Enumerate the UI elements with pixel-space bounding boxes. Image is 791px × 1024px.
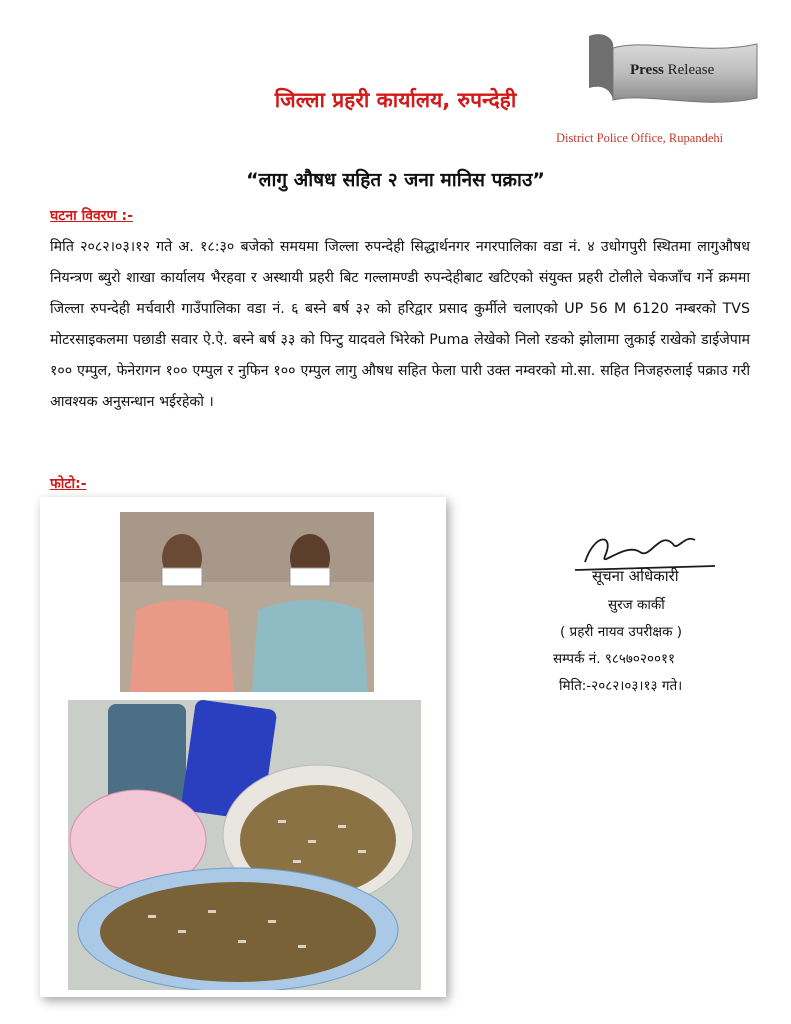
photo-label: फोटो:- (50, 476, 87, 492)
press-release-badge (630, 62, 714, 79)
arrested-persons-photo (120, 512, 374, 692)
signatory-title: सूचना अधिकारी (592, 567, 679, 585)
office-title-nepali: जिल्ला प्रहरी कार्यालय, रुपन्देही (274, 88, 517, 112)
release-word: Release (663, 62, 715, 78)
incident-text: मिति २०८२।०३।१२ गते अ. १८:३० बजेको समयमा जिल्ला रुपन्देही सिद्धार्थनगर नगरपालिका वडा नं. ४ उधोगपुरी स्थितमा लागुऔषध नियन्त्रण ब्युरो शाखा कार्यालय भैरहवा र अस्थायी प्रहरी बिट गल्लामण्डी रुपन्देहीबाट खटिएको संयुक्त प्रहरी टोलीले चेकजाँच गर्ने क्रममा जिल्ला रुपन्देही मर्चवारी गाउँपालिका वडा नं. ६ बस्ने बर्ष ३२ को हरिद्वार प्रसाद कुर्मीले चलाएको UP 56 M 6120 नम्बरको TVS मोटरसाइकलमा पछाडी सवार ऐ.ऐ. बस्ने बर्ष ३३ को पिन्टु यादवले भिरेको Puma लेखेको निलो रङको झोलामा लुकाई राखेको डाईजेपाम १०० एम्पुल, फेनेरागन १०० एम्पुल र नुफिन १०० एम्पुल लागु औषध सहित फेला पारी उक्त नम्वरको मो.सा. सहित निजहरुलाई पक्राउ गरी आवश्यक अनुसन्धान भईरहेको । (50, 239, 750, 410)
office-title-english: District Police Office, Rupandehi (556, 131, 724, 145)
incident-label: घटना विवरण :- (50, 208, 133, 224)
seized-items-photo (68, 700, 421, 990)
press-word: Press (630, 62, 664, 78)
contact-number: सम्पर्क नं. ९८५७०२००११ (553, 651, 676, 667)
release-date: मिति:-२०८२।०३।१३ गते। (559, 678, 683, 694)
signatory-name: सुरज कार्की (608, 597, 665, 613)
signatory-rank: ( प्रहरी नायव उपरीक्षक ) (560, 624, 683, 640)
headline: “लागु औषध सहित २ जना मानिस पक्राउ” (246, 169, 545, 191)
